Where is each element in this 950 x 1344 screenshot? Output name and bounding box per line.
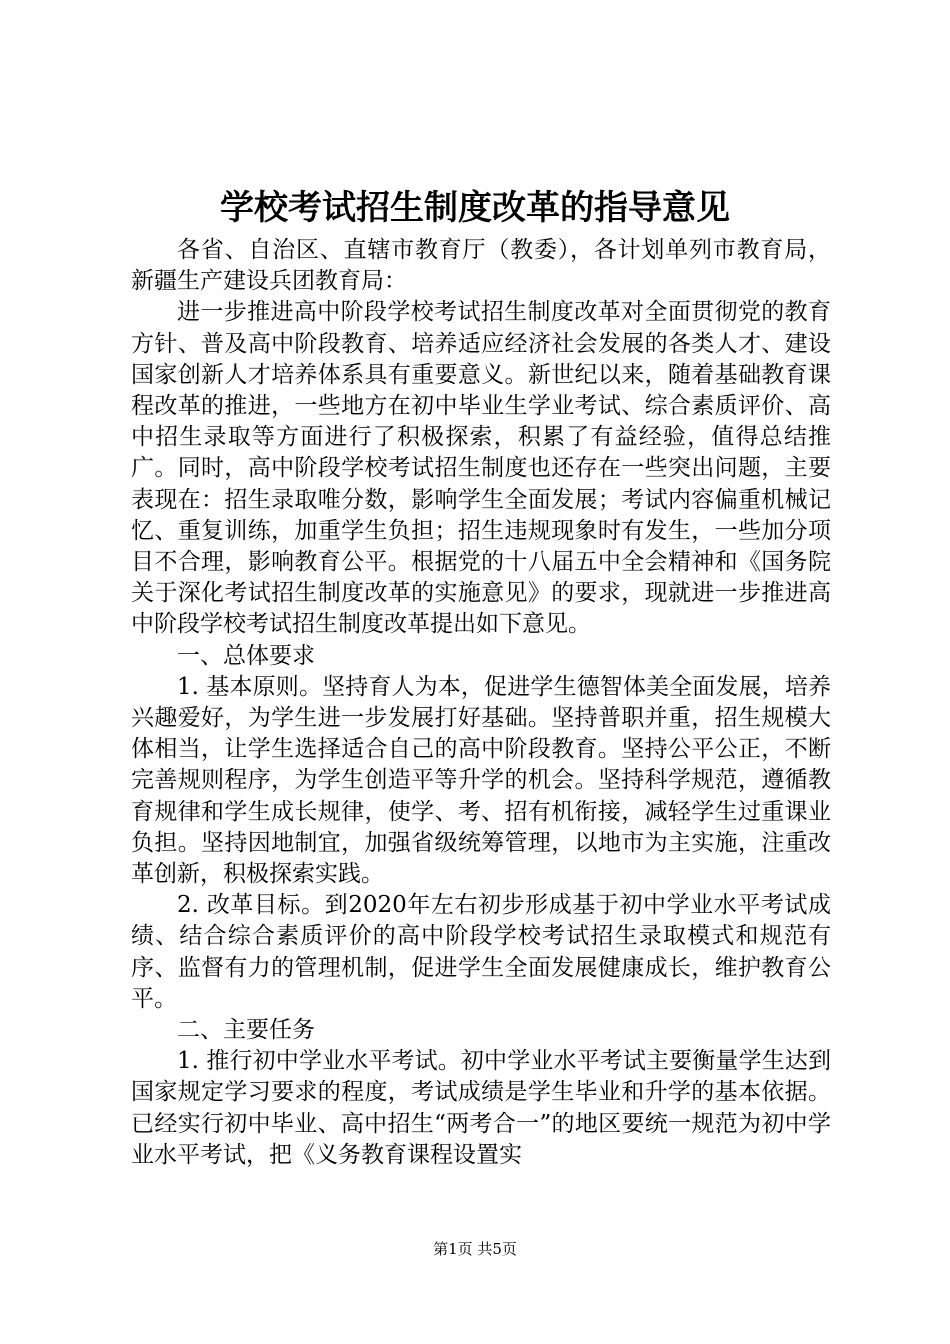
page-number-footer: 第1页 共5页 [433, 1240, 517, 1258]
document-body [131, 235, 831, 1171]
section-heading-main-tasks: 二、主要任务 [177, 1017, 315, 1044]
salutation-paragraph: 各省、自治区、直辖市教育厅（教委），各计划单列市教育局，新疆生产建设兵团教育局： [131, 237, 831, 295]
intro-paragraph: 进一步推进高中阶段学校考试招生制度改革对全面贯彻党的教育方针、普及高中阶段教育、培养适应经济社会发展的各类人才、建设国家创新人才培养体系具有重要意义。新世纪以来，随着基础教育课程改革的推进，一些地方在初中毕业生学业考试、综合素质评价、高中招生录取等方面进行了积极探索，积累了有益经验，值得总结推广。同时，高中阶段学校考试招生制度也还存在一些突出问题，主要表现在：招生录取唯分数，影响学生全面发展；考试内容偏重机械记忆、重复训练，加重学生负担；招生违规现象时有发生，一些加分项目不合理，影响教育公平。根据党的十八届五中全会精神和《国务院关于深化考试招生制度改革的实施意见》的要求，现就进一步推进高中阶段学校考试招生制度改革提出如下意见。 [131, 299, 831, 638]
section-heading-general-requirements: 一、总体要求 [177, 642, 315, 669]
academic-exam-paragraph: 1. 推行初中学业水平考试。初中学业水平考试主要衡量学生达到国家规定学习要求的程度，考试成绩是学生毕业和升学的基本依据。已经实行初中毕业、高中招生“两考合一”的地区要统一规范为初中学业水平考试，把《义务教育课程设置实 [131, 1048, 831, 1168]
document-title: 学校考试招生制度改革的指导意见 [220, 188, 730, 228]
reform-goals-paragraph: 2. 改革目标。到2020年左右初步形成基于初中学业水平考试成绩、结合综合素质评价的高中阶段学校考试招生录取模式和规范有序、监督有力的管理机制，促进学生全面发展健康成长，维护教育公平。 [131, 892, 831, 1012]
basic-principles-paragraph: 1. 基本原则。坚持育人为本，促进学生德智体美全面发展，培养兴趣爱好，为学生进一步发展打好基础。坚持普职并重，招生规模大体相当，让学生选择适合自己的高中阶段教育。坚持公平公正，不断完善规则程序，为学生创造平等升学的机会。坚持科学规范，遵循教育规律和学生成长规律，使学、考、招有机衔接，减轻学生过重课业负担。坚持因地制宜，加强省级统筹管理，以地市为主实施，注重改革创新，积极探索实践。 [131, 673, 831, 888]
